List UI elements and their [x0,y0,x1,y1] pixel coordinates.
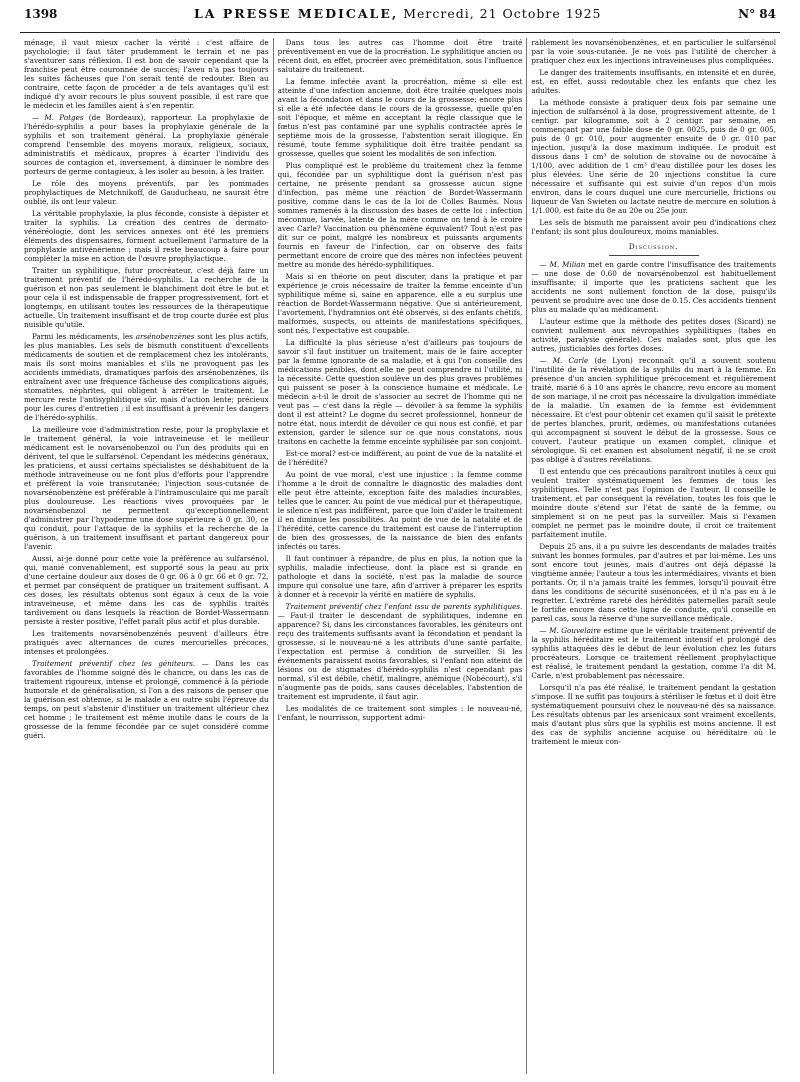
issue-date: Mercredi, 21 Octobre 1925 [403,6,602,21]
page-number: 1398 [24,7,58,21]
paragraph: Traiter un syphilitique, futur procréateur, c'est déjà faire un traitement préventif de l'hérédo-syphilis. La recherche de la guérison et non pas seulement le blanchiment doit être le but et pour cela il est indispensable de frapper progressivement, fort et longtemps, en utilisant toutes les ressources de la thérapeutique actuelle. Un traitement insuffisant et de trop courte durée est plus nuisible qu'utile. [24,266,269,329]
paragraph: Lorsqu'il n'a pas été réalisé, le traitement pendant la gestation s'impose. Il ne suffit pas toujours à stériliser le fœtus et il doit être systématiquement poursuivi chez le nouveau-né dès sa naissance. Les résultats obtenus par les arsenicaux sont vraiment excellents, mais d'autant plus sûrs que la syphilis est moins ancienne. Il est des cas de syphilis ancienne acquise ou héréditaire où le traitement le mieux con- [531,683,777,746]
paragraph: Les sels de bismuth me paraissent avoir peu d'indications chez l'enfant; ils sont plus douloureux, moins maniables. [531,218,777,236]
paragraph [24,332,269,422]
paragraph-text: met en garde contre l'insuffisance des traitements — une dose de 0.60 de novarsénobenzol est habituellement insuffisante; il importe que les praticiens sachent que les accidents ne sont nullement fonction de la dose, puisqu'ils peuvent se produire avec une dose de 0.15. Ces accidents tiennent plus au malade qu'au médicament. [531,260,777,314]
column-3 [526,38,780,1074]
section-heading: Traitement préventif chez l'enfant issu de parents syphilitiques. [285,602,523,611]
paragraph: Dans tous les autres cas l'homme doit être traité préventivement en vue de la procréation. Le syphilitique ancien ou récent doit, en effet, procréer avec préméditation, sous l'influence salutaire du traitement. [277,38,523,74]
issue-number: N° 84 [738,7,776,21]
paragraph: Les modalités de ce traitement sont simples : le nouveau-né, l'enfant, le nourrisson, supportent admi- [277,704,523,722]
paragraph: La meilleure voie d'administration reste, pour la prophylaxie et le traitement général, la voie intraveineuse et le meilleur médicament est le novarsénobenzol ou l'un des produits qui en dérivent, tel que le sulfarsénol. Cependant les médecins généraux, les praticiens, et aussi certains spécialistes se déshabituent de la méthode intraveineuse ou ne font plus d'efforts pour l'apprendre et préfèrent la voie transcutanée; l'injection sous-cutanée de novarsénobenzène est préférable à l'intramusculaire qui me paraît plus douloureuse. Les réactions vives provoquées par le novarsénobenzol ne permettent qu'exceptionnellement d'administrer par l'hypoderme une dose supérieure à 0 gr. 30, ce qui conduit, pour l'attaque de la syphilis et la recherche de la guérison, à un traitement insuffisant et partant dangereux pour l'avenir. [24,425,269,551]
column-2 [273,38,527,1074]
paragraph-text: (de Lyon) reconnaît qu'il a souvent soutenu l'inutilité de la révélation de la syphilis du mari à la femme. En présence d'un ancien syphilitique précocement et régulièrement traité, marié 6 à 10 ans après le chancre, revu encore au moment de son mariage, il ne croit pas nécessaire la divulgation immédiate de la maladie. Un examen de la femme est évidemment nécessaire. Et c'est pour obtenir cet examen qu'il saisit le prétexte de pertes blanches, prurit, œdèmes, ou manifestations cutanées qui accompagnent si souvent le début de la grossesse. Sous ce couvert, l'auteur pratique un examen complet, clinique et sérologique. Si cet examen est absolument négatif, il ne se croit pas obligé à d'autres révélations. [531,356,777,464]
paragraph-text: estime que le véritable traitement préventif de la syphilis héréditaire est le traitement intensif et prolongé des syphilis attaquées dès le début de leur évolution chez les futurs procréateurs. Lorsque ce traitement réellement prophylactique est réalisé, le traitement pendant la gestation, comme l'a dit M. Carle, n'est probablement pas nécessaire. [531,626,777,680]
paragraph: Les traitements novarsénobenzénés peuvent d'ailleurs être pratiqués avec alternances de cures mercurielles précoces, intenses et prolongées. [24,629,269,656]
paragraph: Mais si en théorie on peut discuter, dans la pratique et par expérience je crois nécessaire de traiter la femme enceinte d'un syphilitique même si, saine en apparence, elle a eu surplus une réaction de Bordet-Wassermann négative. Que si antérieurement, l'avortement, l'hydramnios ont été observés, si des enfants chétifs, malformés, suspects, ou atteints de manifestations spécifiques, sont nés, l'expectative est coupable. [277,272,523,335]
paragraph: La difficulté la plus sérieuse n'est d'ailleurs pas toujours de savoir s'il faut instituer un traitement, mais de le faire accepter par la femme ignorante de sa maladie, et à qui l'on conseille des médications pénibles, dont elle ne peut comprendre ni l'utilité, ni la nécessité. Cette question soulève un des plus graves problèmes qui puissent se poser à la conscience humaine et médicale. Le médecin a-t-il le droit de s'associer au secret de l'homme qui ne veut pas — c'est dans la règle — dévoiler à sa femme la syphilis dont il est atteint? Le dogme du secret professionnel, honneur de notre état, nous interdit de dévoiler ce qui nous est confié, et par extension, garder le silence sur ce que nous constatons, nous traitons en cachette la femme enceinte syphilisée par son conjoint. [277,338,523,446]
paragraph: Il est entendu que ces précautions paraîtront inutiles à ceux qui veulent traiter systématiquement les femmes de tous les syphilitiques. Telle n'est pas l'opinion de l'auteur. Il conseille le traitement, et par conséquent la révélation, toutes les fois que le moindre doute s'étend sur l'état de santé de la femme, ou simplement si on ne peut pas la surveiller. Mais si l'examen complet ne permet pas le moindre doute, il croit ce traitement parfaitement inutile. [531,467,777,539]
section-heading: Traitement préventif chez les géniteurs. [32,659,196,668]
paragraph: Aussi, ai-je donné pour cette voie la préférence au sulfarsénol, qui, manié convenablement, est supporté sous la peau au prix d'une certaine douleur aux doses de 0 gr. 06 à 0 gr. 66 et 0 gr. 72, et permet par conséquent de pratiquer un traitement suffisant. A ces doses, les résultats obtenus sont égaux à ceux de la voie intraveineuse, et même dans les cas de syphilis traités tardivement ou dans lesquels la réaction de Bordet-Wassermann persiste à rester positive, l'effet paraît plus actif et plus durable. [24,554,269,626]
paragraph [531,356,776,464]
discussion-heading: Discussion. [628,242,679,251]
journal-name: LA PRESSE MEDICALE, [194,6,399,21]
paragraph-text: — Faut-il traiter le descendant de syphilitiques, indemne en apparence? Si, dans les circonstances favorables, les géniteurs ont reçu des traitements suffisants avant la fécondation et pendant la grossesse, si le nouveau-né a les attributs d'une santé parfaite, l'expectation est permise à condition de surveiller. Si les événements paraissent moins favorables, si l'enfant non atteint de lésions ou de stigmates d'hérédo-syphilis n'est cependant pas normal, s'il est débile, chétif, malingre, anémique (Nobécourt), s'il n'augmente pas de poids, sans causes décelables, l'abstention de traitement est imprudente, il faut agir. [277,611,523,701]
paragraph: Le rôle des moyens préventifs, par les pommades prophylactiques de Metchnikoff, de Gauducheau, ne saurait être oublié, ils ont leur valeur. [24,179,269,206]
speaker-name: — M. Carle [539,356,589,365]
paragraph [24,113,269,176]
paragraph [278,602,523,701]
paragraph: Le danger des traitements insuffisants, en intensité et en durée, est, en effet, aussi redoutable chez les enfants que chez les adultes. [531,68,777,95]
newspaper-page [20,6,780,1076]
column-1 [20,38,273,1074]
paragraph [531,626,776,680]
paragraph [531,260,776,314]
paragraph: L'auteur estime que la méthode des petites doses (Sicard) ne convient nullement aux névropathies syphilitiques (tabes en activité, paralysie générale). Ces malades sont, plus que les autres, justiciables des fortes doses. [531,317,777,353]
paragraph [24,659,269,740]
speaker-name: — M. Milian [539,260,586,269]
paragraph: La véritable prophylaxie, la plus féconde, consiste à dépister et traiter la syphilis. La création des centres de dermato-vénéréologie, dont les services annexes ont été les premiers éléments des dispensaires, forment actuellement l'armature de la prophylaxie antivénérienne ; mais il reste beaucoup à faire pour compléter la mise en action de l'œuvre prophylactique. [24,209,269,263]
paragraph: La méthode consiste à pratiquer deux fois par semaine une injection de sulfarsénol à la dose, progressivement atteinte, de 1 centigr. par kilogramme, soit à 2 centigr. par semaine, en commençant par une faible dose de 0 gr. 0025, puis de 0 gr. 005, puis de 0 gr. 010, pour augmenter ensuite de 0 gr. 010 par injection, jusqu'à la dose maximum indiquée. Le produit est dissous dans 1 cm³ de solution de stovaïne ou de novocaïne à 1/100, avec addition de 1 cm³ d'eau distillée pour les doses les plus élevées. Une série de 20 injections constitue la cure nécessaire et suffisante qui est suivie d'un repos d'un mois environ, dans le cours duquel une cure mercurielle, frictions ou liqueur de Van Swieten ou lactate neutre de mercure en solution à 1/1.000, est faite du 8e au 20e ou 25e jour. [531,98,777,215]
speaker-name: — M. Potges [32,113,84,122]
article-columns [20,38,780,1074]
paragraph-text: sont les plus actifs, les plus maniables. Les sels de bismuth constituent d'excellents médicaments de soutien et de remplacement chez les intolérants, mais ils sont moins maniables et s'ils ne provoquent pas les accidents immédiats, dramatiques parfois des arsénobenzènes, ils entraînent avec une fréquence fâcheuse des complications aiguës, stomatites, néphrites, qui obligent à arrêter le traitement. Le mercure reste l'antisyphilitique sûr, mais d'action lente; précieux pour les cures d'entretien ; il est insuffisant à prévenir les dangers de l'hérédo-syphilis. [24,332,269,422]
paragraph-text: (de Bordeaux), rapporteur. La prophylaxie de l'hérédo-syphilis a pour bases la prophylaxie générale de la syphilis et son traitement général. La prophylaxie générale comprend l'ensemble des moyens moraux, religieux, sociaux, administratifs et médicaux, propres à écarter l'individu des sources de contagion et, inversement, à diminuer le nombre des porteurs de germe contagieux, à les isoler au besoin, à les traiter. [24,113,269,176]
paragraph: ménage, il vaut mieux cacher la vérité : c'est affaire de psychologie; il faut tâter prudemment le terrain et ne pas s'aventurer sans réflexion. Il est bon de savoir cependant que la franchise peut être couronnée de succès; l'aveu n'a pas toujours les suites fâcheuses que l'on serait tenté de redouter. Bien au contraire, cette façon de procéder a de tels avantages qu'il est indiqué d'y avoir recours le plus souvent possible, il est rare que le médecin et les familles aient à s'en repentir. [24,38,269,110]
paragraph-text: — Dans les cas favorables de l'homme soigné dès le chancre, ou dans les cas de traitement rigoureux, intense et prolongé, commencé à la période humorale et de généralisation, si l'on a des raisons de penser que la guérison est obtenue, si le malade a eu outre subi l'épreuve du temps, on peut s'abstenir d'instituer un traitement ultérieur chez cet homme ; le traitement est même inutile dans le cours de la grossesse de la femme fécondée par ce sujet considéré comme guéri. [24,659,269,740]
italic-term: arsénobenzènes [135,332,195,341]
paragraph: rablement les novarsénobenzènes, et en particulier le sulfarsénol par la voie sous-cutanée. Je ne vois pas l'utilité de chercher à pratiquer chez eux les injections intraveineuses plus compliquées. [531,38,777,65]
running-title [194,6,602,21]
divider [609,255,699,256]
paragraph: La femme infectée avant la procréation, même si elle est atteinte d'une infection ancienne, doit être traitée quelques mois avant la fécondation et dans le cours de la grossesse; encore plus si elle a été infectée dans le cours de la grossesse, quelle qu'en soit l'époque, et même en acceptant la règle classique que le fœtus n'est pas contaminé par une syphilis contractée après le septième mois de la grossesse, l'abstention serait illogique. En résumé, toute femme syphilitique doit être traitée pendant sa grossesse, quelles que soient les modalités de son infection. [277,77,523,158]
paragraph: Est-ce moral? est-ce indifférent, au point de vue de la natalité et de l'hérédité? [277,449,523,467]
speaker-name: — M. Gouvelaire [539,626,601,635]
paragraph: Plus compliqué est le problème du traitement chez la femme qui, fécondée par un syphilitique dont la guérison n'est pas certaine, ne présente pendant sa grossesse aucun signe d'infection, pas même une réaction de Bordet-Wassermann positive, comme dans le cas de la loi de Colles Baumès. Nous sommes ramenés à la discussion des bases de cette loi : infection méconnue, larvée, latente de la mère comme on tend à le croire avec Carle? Vaccination ou phénomène équivalent? Tout n'est pas dit sur ce point, malgré les nombreux et puissants arguments fournis en faveur de l'infection, car on observe des faits permettant encore de croire que des mères non infectées peuvent mettre au monde des hérédo-syphilitiques. [277,161,523,269]
paragraph-text: Parmi les médicaments, les [32,332,136,341]
paragraph: Il faut continuer à répandre, de plus en plus, la notion que la syphilis, maladie infectieuse, dont la place est si grande en pathologie et dans la société, n'est pas la maladie de source impure qui consolue une tare, afin d'arriver à préparer les esprits à donner et à recevoir la vérité en matière de syphilis. [277,554,523,599]
paragraph: Depuis 25 ans, il a pu suivre les descendants de malades traités suivant les bonnes formules, par d'autres et par lui-même. Les uns sont encore tout jeunes, mais d'autres ont déjà dépassé la vingtième année; l'auteur a tous les intermédiaires, vivants et bien portants. Or, il n'a jamais traité les femmes, lorsqu'il pouvait être dans les conditions de sécurité susénoncées, et il n'a pas eu à le regretter. L'extrême rareté des hérédités paternelles paraît seule le fortifie encore dans cette ligne de conduite, qu'il conseille en pareil cas, sous la réserve d'une surveillance médicale. [531,542,777,623]
paragraph: Au point de vue moral, c'est une injustice : la femme comme l'homme a le droit de connaître le diagnostic des maladies dont elle peut être atteinte, exception faite des maladies incurables, telles que le cancer. Au point de vue médical pur et thérapeutique, le silence n'est pas indifférent, parce que loin d'aider le traitement il en diminue les possibilités. Au point de vue de la natalité et de l'hérédité, cette carence du traitement est cause de l'interruption de bien des grossesses, de la naissance de bien des enfants infectés ou tarés. [277,470,523,551]
page-header [20,6,780,33]
